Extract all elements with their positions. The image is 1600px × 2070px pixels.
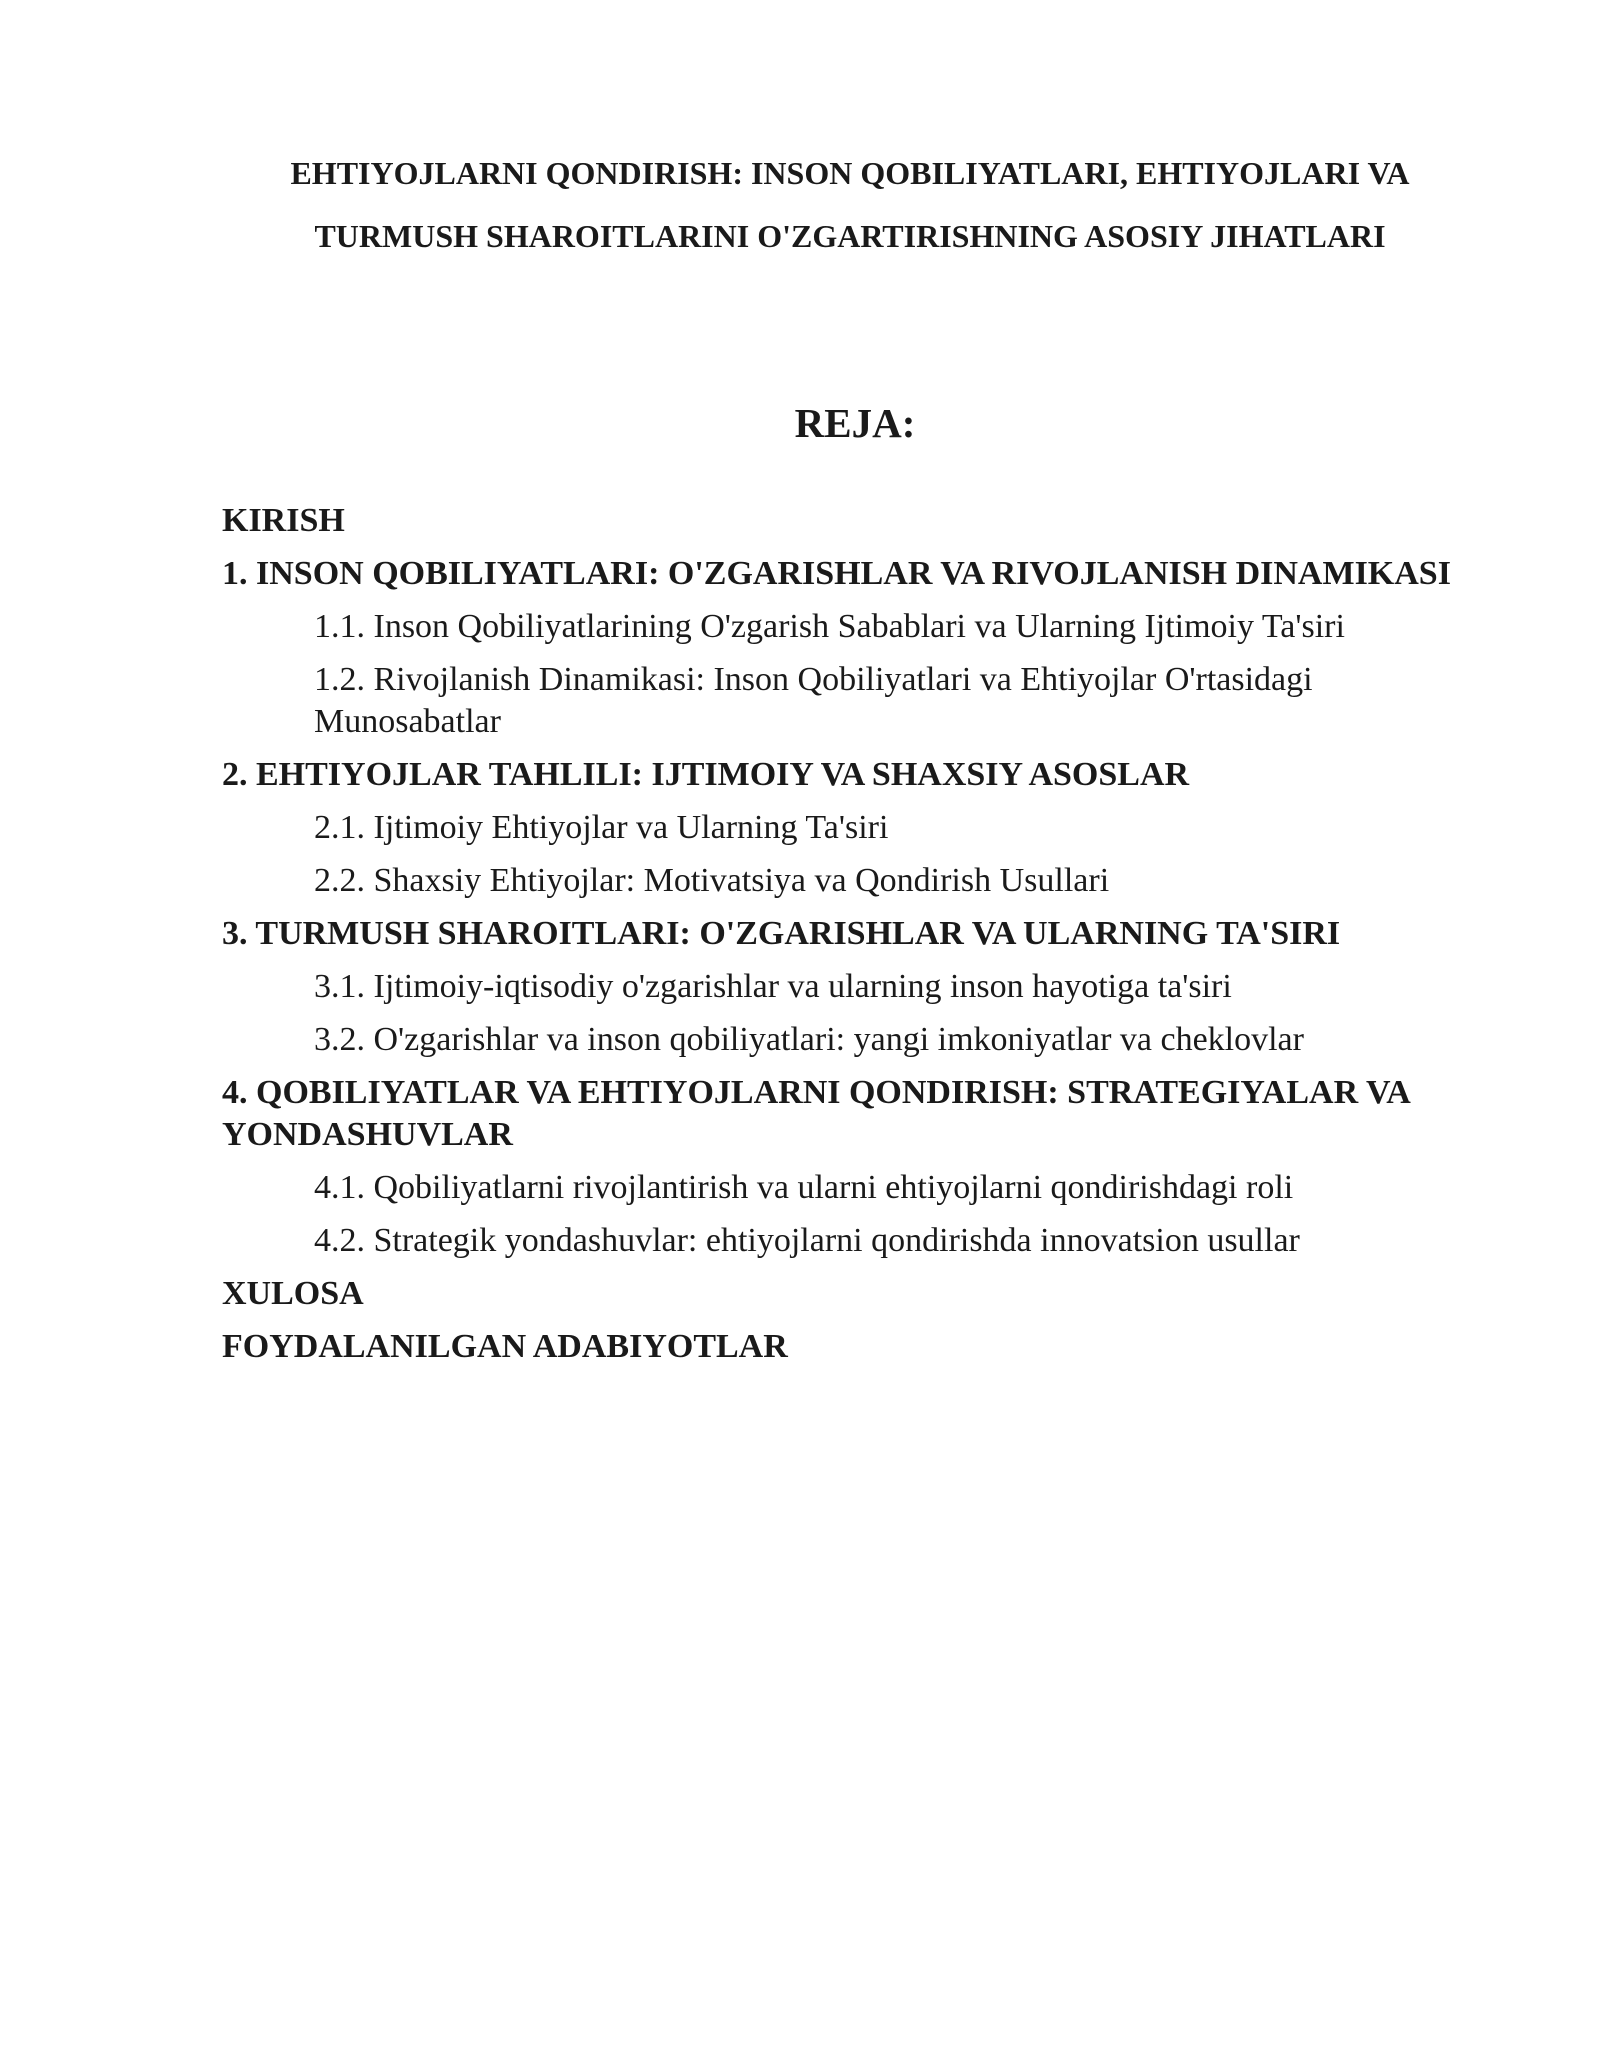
toc-item-section-3-1: 3.1. Ijtimoiy-iqtisodiy o'zgarishlar va ularning inson hayotiga ta'siri [314,968,1232,1005]
toc-item-section-2-2: 2.2. Shaxsiy Ehtiyojlar: Motivatsiya va Qondirish Usullari [314,862,1110,899]
toc-item-section-3: 3. TURMUSH SHAROITLARI: O'ZGARISHLAR VA ULARNING TA'SIRI [222,915,1341,952]
toc-item-intro: KIRISH [222,502,345,539]
toc-item-section-4-1: 4.1. Qobiliyatlarni rivojlantirish va ularni ehtiyojlarni qondirishdagi roli [314,1169,1294,1206]
toc-item-section-1: 1. INSON QOBILIYATLARI: O'ZGARISHLAR VA RIVOJLANISH DINAMIKASI [222,555,1451,592]
plan-heading: REJA: [794,400,916,446]
toc-item-section-4: 4. QOBILIYATLAR VA EHTIYOJLARNI QONDIRISH: STRATEGIYALAR VA YONDASHUVLAR [222,1074,1409,1153]
toc-item-section-2-1: 2.1. Ijtimoiy Ehtiyojlar va Ularning Ta'siri [314,809,889,846]
table-of-contents [222,500,1482,1379]
toc-item-section-1-1: 1.1. Inson Qobiliyatlarining O'zgarish Sabablari va Ularning Ijtimoiy Ta'siri [314,608,1345,645]
document-title: EHTIYOJLARNI QONDIRISH: INSON QOBILIYATLARI, EHTIYOJLARI VA TURMUSH SHAROITLARINI O'ZGARTIRISHNING ASOSIY JIHATLARI [290,155,1410,254]
toc-item-conclusion: XULOSA [222,1275,364,1312]
toc-item-section-1-2: 1.2. Rivojlanish Dinamikasi: Inson Qobiliyatlari va Ehtiyojlar O'rtasidagi Munosabatlar [314,661,1313,740]
toc-item-references: FOYDALANILGAN ADABIYOTLAR [222,1328,788,1365]
toc-item-section-3-2: 3.2. O'zgarishlar va inson qobiliyatlari: yangi imkoniyatlar va cheklovlar [314,1021,1304,1058]
toc-item-section-4-2: 4.2. Strategik yondashuvlar: ehtiyojlarni qondirishda innovatsion usullar [314,1222,1300,1259]
toc-item-section-2: 2. EHTIYOJLAR TAHLILI: IJTIMOIY VA SHAXSIY ASOSLAR [222,756,1190,793]
